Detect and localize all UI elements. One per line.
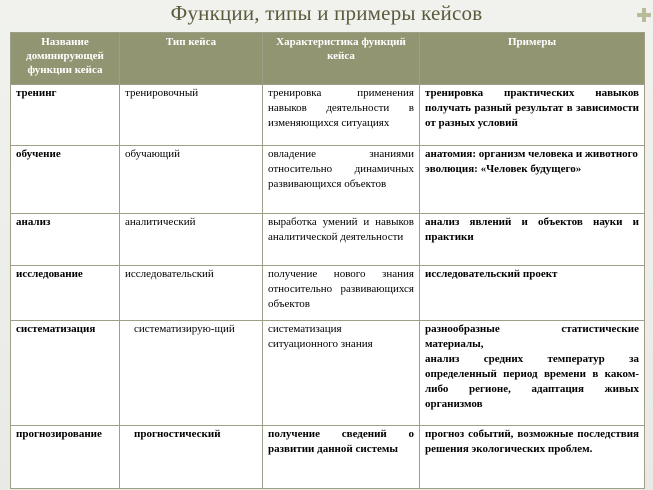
table-row — [11, 146, 645, 214]
table-row — [11, 85, 645, 146]
slide-corner-mark-icon — [637, 8, 651, 22]
cell-examples — [420, 146, 645, 214]
header-examples: Примеры — [420, 33, 645, 85]
cell-function: тренинг — [11, 85, 120, 146]
example-line: исследовательский проект — [425, 268, 558, 281]
cell-function: систематизация — [11, 320, 120, 425]
cell-examples — [420, 214, 645, 266]
example-line: тренировка практических навыков получать разный результат в зависимости от разных условий — [425, 87, 639, 129]
slide-title: Функции, типы и примеры кейсов — [170, 1, 483, 25]
table-row — [11, 320, 645, 425]
table-row — [11, 425, 645, 488]
header-characteristic: Характеристика функций кейса — [263, 33, 420, 85]
cell-characteristic: получение нового знания относительно развивающихся объектов — [263, 266, 420, 320]
cell-function: исследование — [11, 266, 120, 320]
example-line: эволюция: «Человек будущего» — [425, 163, 582, 176]
table-row — [11, 266, 645, 320]
cell-function: анализ — [11, 214, 120, 266]
cell-examples — [420, 425, 645, 488]
example-line: анализ средних температур за определенный период времени в каком-либо регионе, адаптация живых организмов — [425, 352, 639, 410]
header-type: Тип кейса — [120, 33, 263, 85]
cell-type: аналитический — [120, 214, 263, 266]
case-functions-table — [10, 32, 645, 489]
cell-type: прогностический — [120, 425, 263, 488]
cell-type: исследовательский — [120, 266, 263, 320]
cell-examples — [420, 85, 645, 146]
example-line: анализ явлений и объектов науки и практики — [425, 216, 639, 244]
example-line: прогноз событий, возможные последствия решения экологических проблем. — [425, 427, 639, 455]
cell-characteristic: овладение знаниями относительно динамичных развивающихся объектов — [263, 146, 420, 214]
cell-function: обучение — [11, 146, 120, 214]
cell-characteristic: выработка умений и навыков аналитической деятельности — [263, 214, 420, 266]
cell-characteristic: систематизация ситуационного знания — [263, 320, 420, 425]
header-function: Название доминирующей функции кейса — [11, 33, 120, 85]
cell-type: систематизирую-щий — [120, 320, 263, 425]
cell-function: прогнозирование — [11, 425, 120, 488]
example-line: анатомия: организм человека и животного — [425, 148, 638, 161]
table-row — [11, 214, 645, 266]
cell-type: обучающий — [120, 146, 263, 214]
cell-characteristic: получение сведений о развитии данной системы — [263, 425, 420, 488]
cell-type: тренировочный — [120, 85, 263, 146]
cell-examples — [420, 266, 645, 320]
cell-characteristic: тренировка применения навыков деятельности в изменяющихся ситуациях — [263, 85, 420, 146]
header-row — [11, 33, 645, 85]
example-line: разнообразные статистические материалы, — [425, 322, 639, 350]
cell-examples — [420, 320, 645, 425]
